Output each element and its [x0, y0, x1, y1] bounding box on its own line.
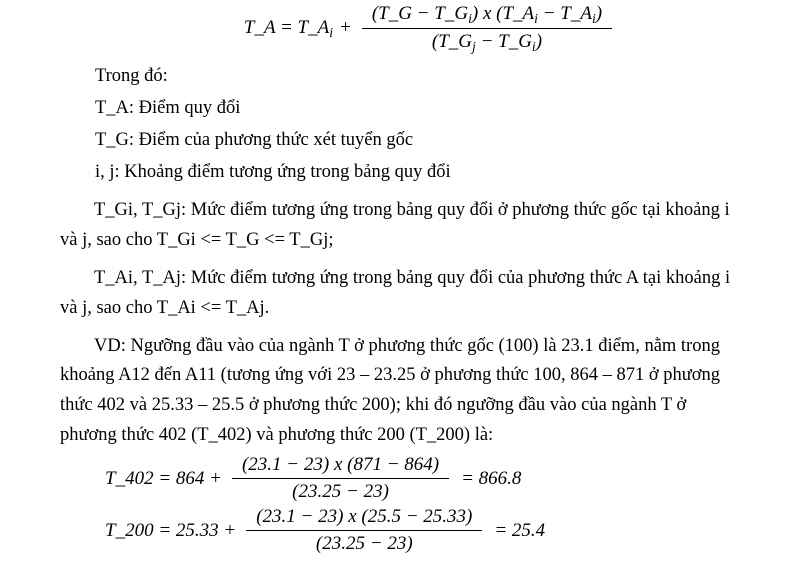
example-formula-200-denominator: (23.25 − 23) — [315, 533, 413, 555]
example-formula-402-denominator: (23.25 − 23) — [292, 481, 389, 503]
example-formula-200-lhs: T_200 = 25.33 + — [105, 519, 237, 541]
legend-item-i-j: i, j: Khoảng điểm tương ứng trong bảng quy đổi — [95, 161, 451, 182]
example-formula-402-lhs: T_402 = 864 + — [105, 467, 222, 489]
paragraph-example-text: VD: Ngưỡng đầu vào của ngành T ở phương thức gốc (100) là 23.1 điểm, nằm trong khoảng A12 đến A11 (tương ứng với 23 – 23.25 ở phương thức 100, 864 – 871 ở phương thức 402 và 25.33 – 25.5 ở phương thức 200); khi đó ngưỡng đầu vào của ngành T ở phương thức 402 (T_402) và phương thức 200 (T_200) là: — [60, 335, 721, 446]
example-formula-200-fraction — [246, 507, 482, 555]
denominator-close: ) — [535, 30, 543, 52]
numerator-close: ) — [595, 3, 603, 24]
numerator-part-1: (T_G − T_G — [371, 3, 469, 24]
main-formula — [0, 4, 800, 54]
main-formula-lhs-text: T_A = T_A — [243, 16, 330, 38]
denominator-part-2: − T_G — [475, 30, 532, 52]
example-formula-402-numerator: (23.1 − 23) x (871 − 864) — [241, 454, 440, 476]
legend-intro: Trong đó: — [95, 65, 168, 86]
numerator-part-3: − T_A — [537, 3, 592, 24]
example-formula-200-numerator: (23.1 − 23) x (25.5 − 25.33) — [256, 506, 473, 528]
main-formula-plus: + — [339, 17, 352, 39]
example-formula-402-result: = 866.8 — [461, 467, 522, 489]
denominator-part-1: (T_G — [431, 30, 472, 52]
main-formula-fraction — [362, 4, 612, 54]
numerator-sub-2: i — [534, 10, 538, 26]
legend-item-t-a: T_A: Điểm quy đổi — [95, 97, 241, 118]
main-formula-lhs-subscript: i — [329, 24, 334, 40]
denominator-sub-1: j — [472, 38, 476, 54]
numerator-sub-1: i — [468, 10, 472, 26]
legend-item-t-g: T_G: Điểm của phương thức xét tuyển gốc — [95, 129, 414, 150]
numerator-part-2: ) x (T_A — [471, 3, 535, 24]
example-formula-200-result: = 25.4 — [494, 519, 546, 541]
main-formula-numerator — [362, 4, 612, 28]
example-formula-200 — [0, 507, 800, 555]
numerator-sub-3: i — [591, 10, 596, 26]
denominator-sub-2: i — [531, 38, 536, 54]
document-page — [0, 4, 800, 566]
paragraph-example — [0, 332, 800, 452]
paragraph-tgi — [0, 196, 800, 256]
example-formula-402-fraction — [232, 455, 449, 503]
paragraph-tai — [0, 264, 800, 324]
main-formula-denominator — [422, 29, 552, 54]
main-formula-lhs — [244, 18, 333, 40]
paragraph-tgi-text: T_Gi, T_Gj: Mức điểm tương ứng trong bảng quy đổi ở phương thức gốc tại khoảng i và j, sao cho T_Gi <= T_G <= T_Gj; — [60, 199, 730, 250]
example-formula-402 — [0, 455, 800, 503]
paragraph-tai-text: T_Ai, T_Aj: Mức điểm tương ứng trong bảng quy đổi của phương thức A tại khoảng i và j, sao cho T_Ai <= T_Aj. — [60, 267, 731, 318]
